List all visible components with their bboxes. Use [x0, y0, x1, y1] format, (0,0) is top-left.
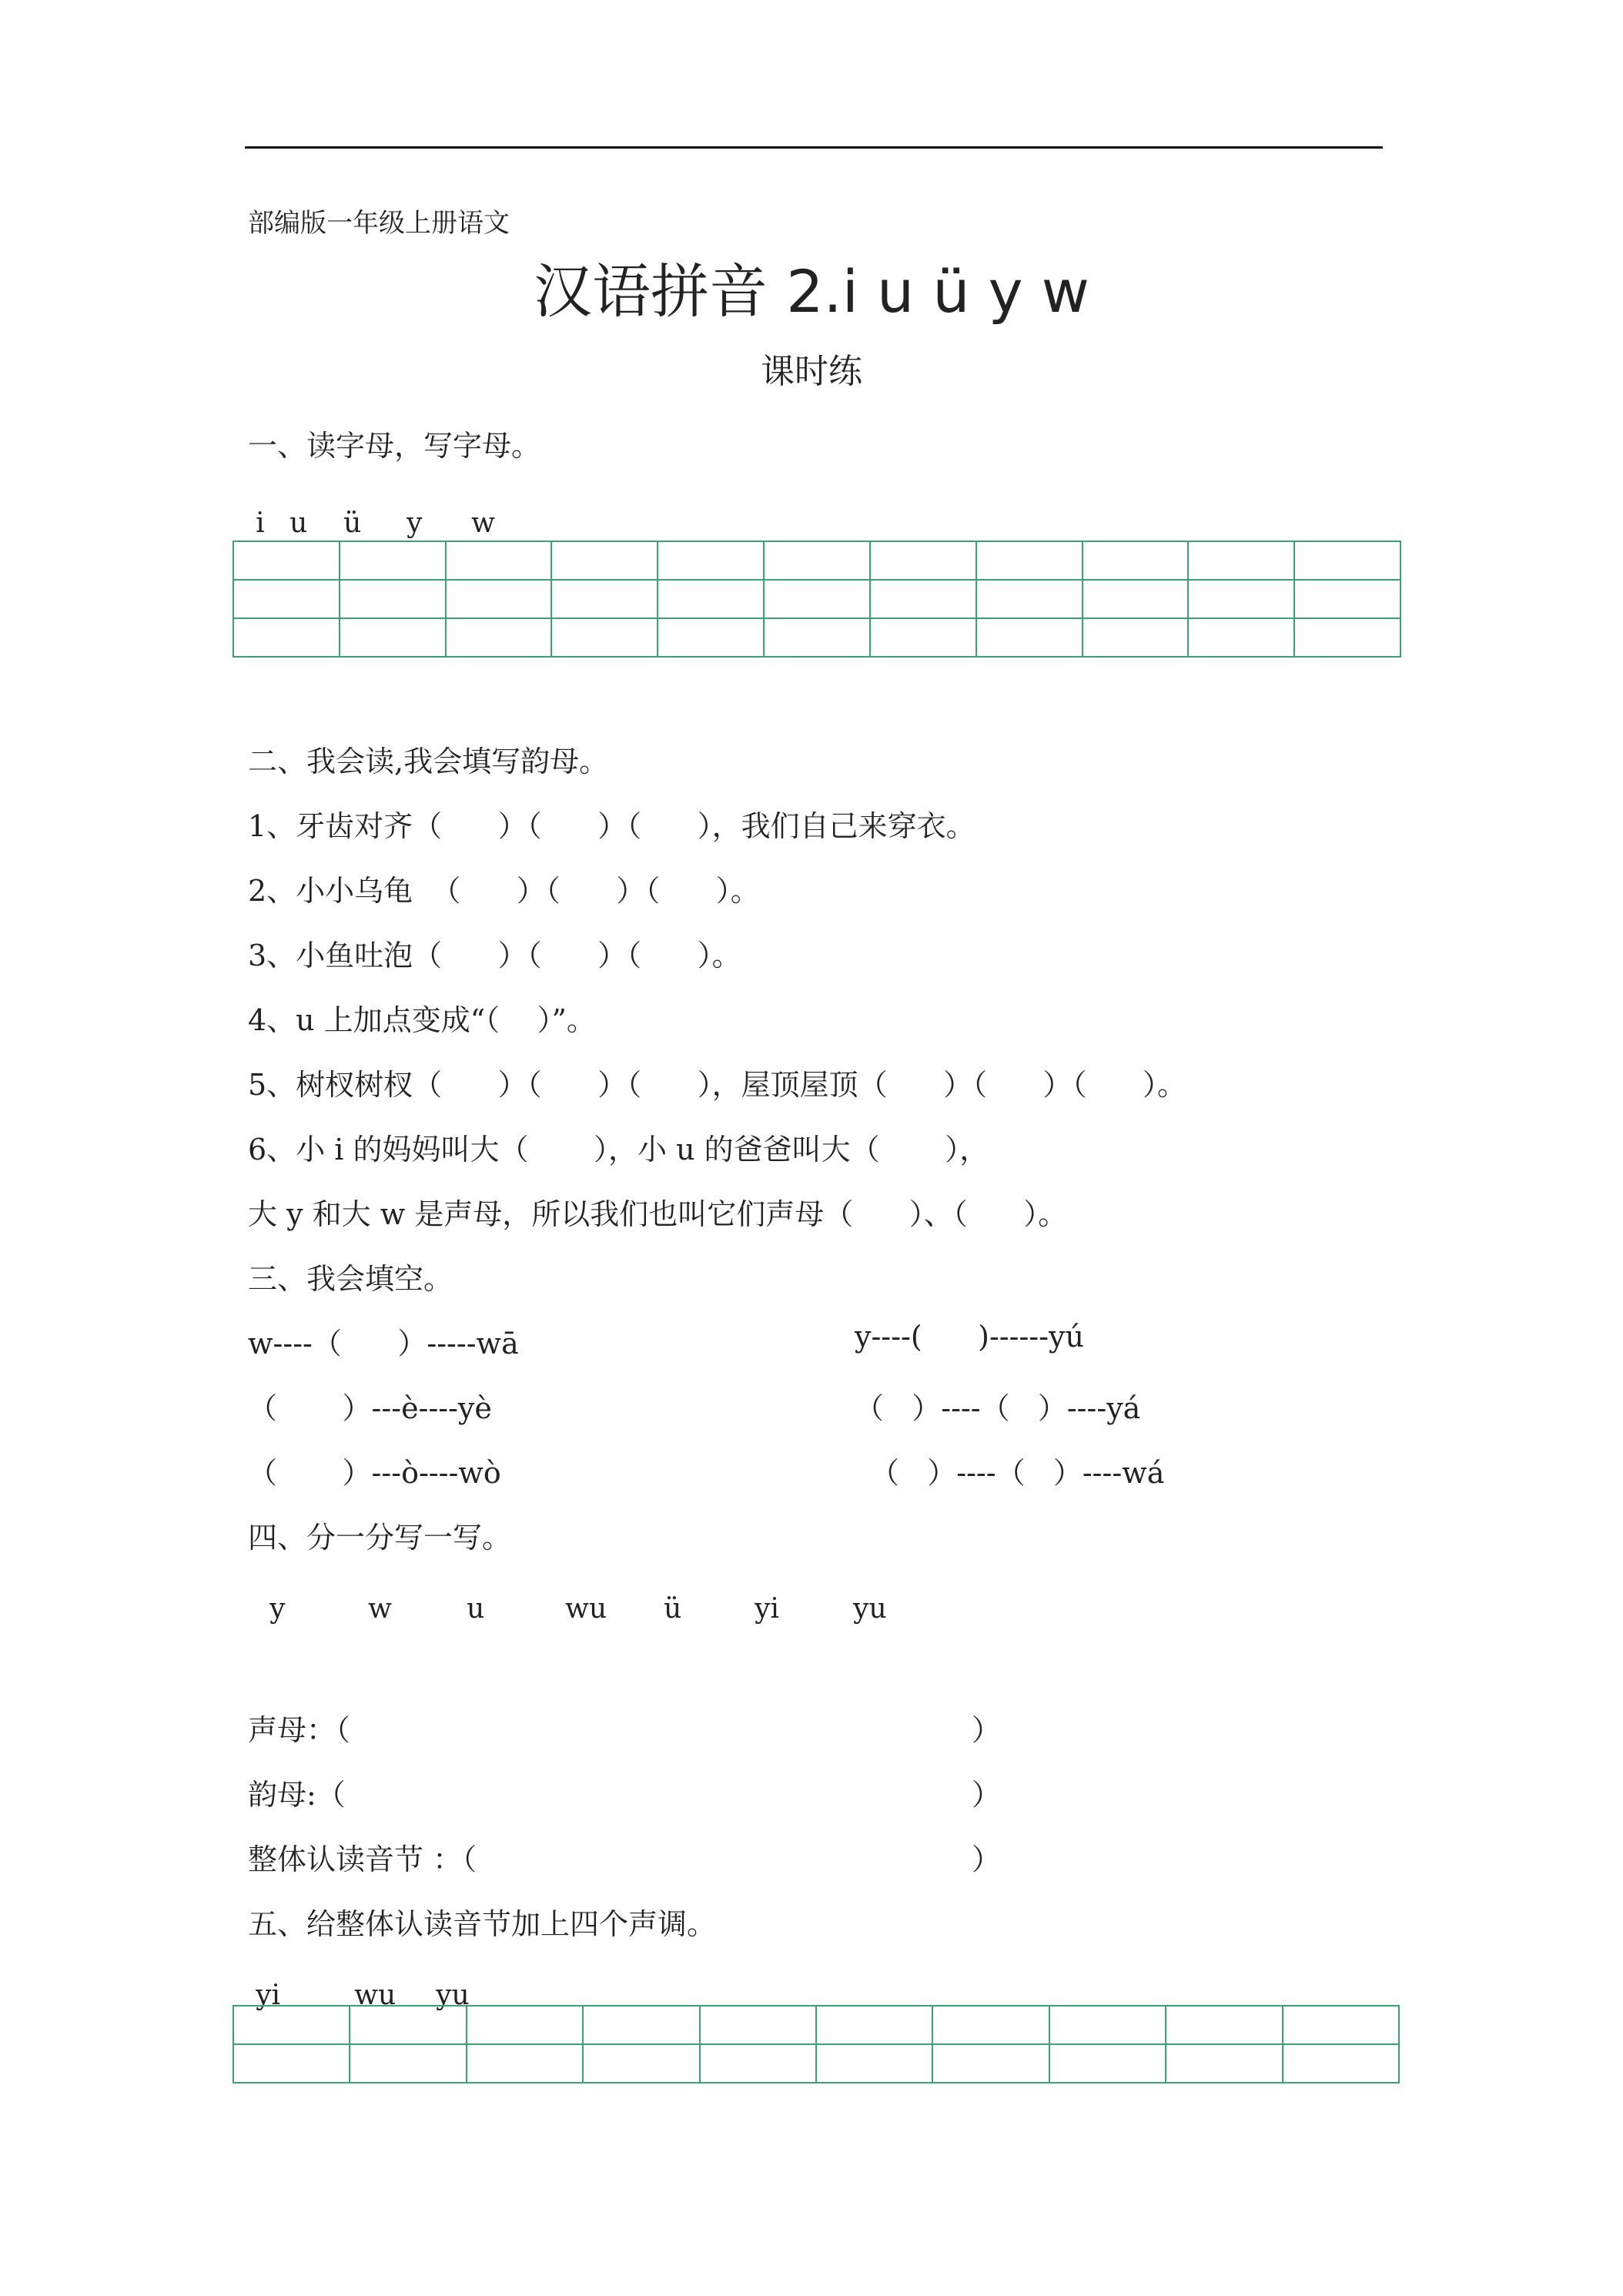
- grid-row: [233, 2006, 1399, 2044]
- grid-cell[interactable]: [233, 580, 340, 618]
- grid-row: [233, 2044, 1399, 2083]
- grid-cell[interactable]: [551, 580, 658, 618]
- grid-cell[interactable]: [1188, 580, 1294, 618]
- syllable-wu: wu: [354, 1980, 397, 2011]
- section-1-heading: 一、读字母，写字母。: [248, 429, 541, 463]
- fill-row-right-3: （ ）----（ ）----wá: [870, 1456, 1165, 1490]
- grid-cell[interactable]: [658, 618, 764, 657]
- letter-u: u: [289, 507, 308, 539]
- writing-grid-2[interactable]: [233, 2005, 1400, 2083]
- fill-item-2: 2、小小乌龟 （ ）（ ）（ ）。: [248, 874, 760, 908]
- grid-cell[interactable]: [1188, 618, 1294, 657]
- fill-row-left-3: （ ）---ò----wò: [248, 1456, 501, 1490]
- grid-cell[interactable]: [1049, 2006, 1166, 2044]
- grid-cell[interactable]: [467, 2006, 583, 2044]
- letter-y: y: [407, 507, 423, 539]
- fill-row-left-1: w----（ ）-----wā: [248, 1327, 519, 1361]
- grid-cell[interactable]: [350, 2006, 466, 2044]
- grid-cell[interactable]: [1294, 618, 1400, 657]
- grid-cell[interactable]: [340, 580, 446, 618]
- grid-cell[interactable]: [870, 580, 976, 618]
- grid-cell[interactable]: [467, 2044, 583, 2083]
- finals-close: ）: [972, 1778, 1002, 1812]
- top-rule: [245, 146, 1383, 149]
- grid-cell[interactable]: [932, 2044, 1049, 2083]
- grid-cell[interactable]: [233, 541, 340, 580]
- letter-w: w: [471, 507, 495, 539]
- sort-items: [262, 1578, 915, 1625]
- letter-u-umlaut: ü: [343, 507, 362, 539]
- grid-cell[interactable]: [658, 541, 764, 580]
- fill-item-1: 1、牙齿对齐（ ）（ ）（ ），我们自己来穿衣。: [248, 809, 975, 843]
- section-2-heading: 二、我会读,我会填写韵母。: [248, 745, 609, 778]
- section-5-heading: 五、给整体认读音节加上四个声调。: [248, 1907, 717, 1941]
- sort-item: ü: [664, 1593, 682, 1625]
- grid-cell[interactable]: [870, 618, 976, 657]
- grid-cell[interactable]: [1188, 541, 1294, 580]
- grid-cell[interactable]: [446, 618, 552, 657]
- sort-item: u: [467, 1593, 485, 1625]
- grid-cell[interactable]: [700, 2044, 816, 2083]
- section-1-letters: [248, 493, 517, 539]
- page-title: 汉语拼音 2.i u ü y w: [534, 257, 1089, 326]
- grid-cell[interactable]: [233, 2006, 350, 2044]
- syllables-label: 整体认读音节 ：（: [248, 1842, 477, 1876]
- grid-cell[interactable]: [340, 618, 446, 657]
- fill-row-right-1: y----( )------yú: [855, 1320, 1084, 1354]
- grid-cell[interactable]: [816, 2044, 932, 2083]
- grid-cell[interactable]: [932, 2006, 1049, 2044]
- grid-cell[interactable]: [764, 618, 870, 657]
- fill-row-right-2: （ ）----（ ）----yá: [855, 1391, 1141, 1425]
- grid-cell[interactable]: [340, 541, 446, 580]
- grid-cell[interactable]: [976, 541, 1083, 580]
- grid-cell[interactable]: [700, 2006, 816, 2044]
- sort-item: wu: [565, 1593, 607, 1625]
- grid-cell[interactable]: [350, 2044, 466, 2083]
- sort-item: yu: [853, 1593, 887, 1625]
- syllable-yi: yi: [256, 1980, 281, 2011]
- grid-cell[interactable]: [870, 541, 976, 580]
- grid-row: [233, 541, 1400, 580]
- grid-cell[interactable]: [233, 2044, 350, 2083]
- syllable-yu: yu: [436, 1980, 470, 2011]
- initials-close: ）: [972, 1713, 1002, 1747]
- grid-cell[interactable]: [816, 2006, 932, 2044]
- initials-label: 声母：（: [248, 1713, 351, 1747]
- finals-label: 韵母:（: [248, 1778, 346, 1812]
- grid-cell[interactable]: [583, 2006, 699, 2044]
- fill-item-6-continued: 大 y 和大 w 是声母，所以我们也叫它们声母（ ）、（ ）。: [248, 1197, 1068, 1231]
- syllables-close: ）: [972, 1842, 1002, 1876]
- sort-item: y: [269, 1593, 286, 1625]
- fill-item-3: 3、小鱼吐泡（ ）（ ）（ ）。: [248, 939, 741, 972]
- grid-cell[interactable]: [551, 618, 658, 657]
- grid-cell[interactable]: [1294, 580, 1400, 618]
- grid-cell[interactable]: [446, 580, 552, 618]
- grid-cell[interactable]: [446, 541, 552, 580]
- grid-cell[interactable]: [976, 618, 1083, 657]
- fill-row-left-2: （ ）---è----yè: [248, 1391, 492, 1425]
- syllable-list: [248, 1965, 482, 2011]
- sort-item: yi: [755, 1593, 780, 1625]
- grid-cell[interactable]: [1083, 541, 1189, 580]
- grid-cell[interactable]: [764, 541, 870, 580]
- grid-cell[interactable]: [233, 618, 340, 657]
- fill-item-4: 4、u 上加点变成“（ ）”。: [248, 1003, 596, 1037]
- grid-row: [233, 618, 1400, 657]
- grid-cell[interactable]: [1294, 541, 1400, 580]
- textbook-subtitle: 部编版一年级上册语文: [248, 208, 510, 239]
- grid-cell[interactable]: [1083, 580, 1189, 618]
- fill-item-5: 5、树杈树杈（ ）（ ）（ ），屋顶屋顶（ ）（ ）（ ）。: [248, 1068, 1187, 1102]
- lesson-label: 课时练: [761, 352, 862, 391]
- grid-cell[interactable]: [764, 580, 870, 618]
- letter-i: i: [256, 507, 265, 539]
- section-3-heading: 三、我会填空。: [248, 1262, 453, 1296]
- fill-item-6: 6、小 i 的妈妈叫大（ ），小 u 的爸爸叫大（ ），: [248, 1133, 989, 1166]
- grid-cell[interactable]: [976, 580, 1083, 618]
- grid-cell[interactable]: [1049, 2044, 1166, 2083]
- grid-cell[interactable]: [1166, 2006, 1282, 2044]
- writing-grid-1[interactable]: [233, 541, 1401, 658]
- grid-cell[interactable]: [551, 541, 658, 580]
- section-4-heading: 四、分一分写一写。: [248, 1521, 512, 1555]
- grid-cell[interactable]: [1083, 618, 1189, 657]
- grid-row: [233, 580, 1400, 618]
- grid-cell[interactable]: [658, 580, 764, 618]
- grid-cell[interactable]: [1166, 2044, 1282, 2083]
- sort-item: w: [368, 1593, 392, 1625]
- grid-cell[interactable]: [1283, 2006, 1399, 2044]
- grid-cell[interactable]: [1283, 2044, 1399, 2083]
- grid-cell[interactable]: [583, 2044, 699, 2083]
